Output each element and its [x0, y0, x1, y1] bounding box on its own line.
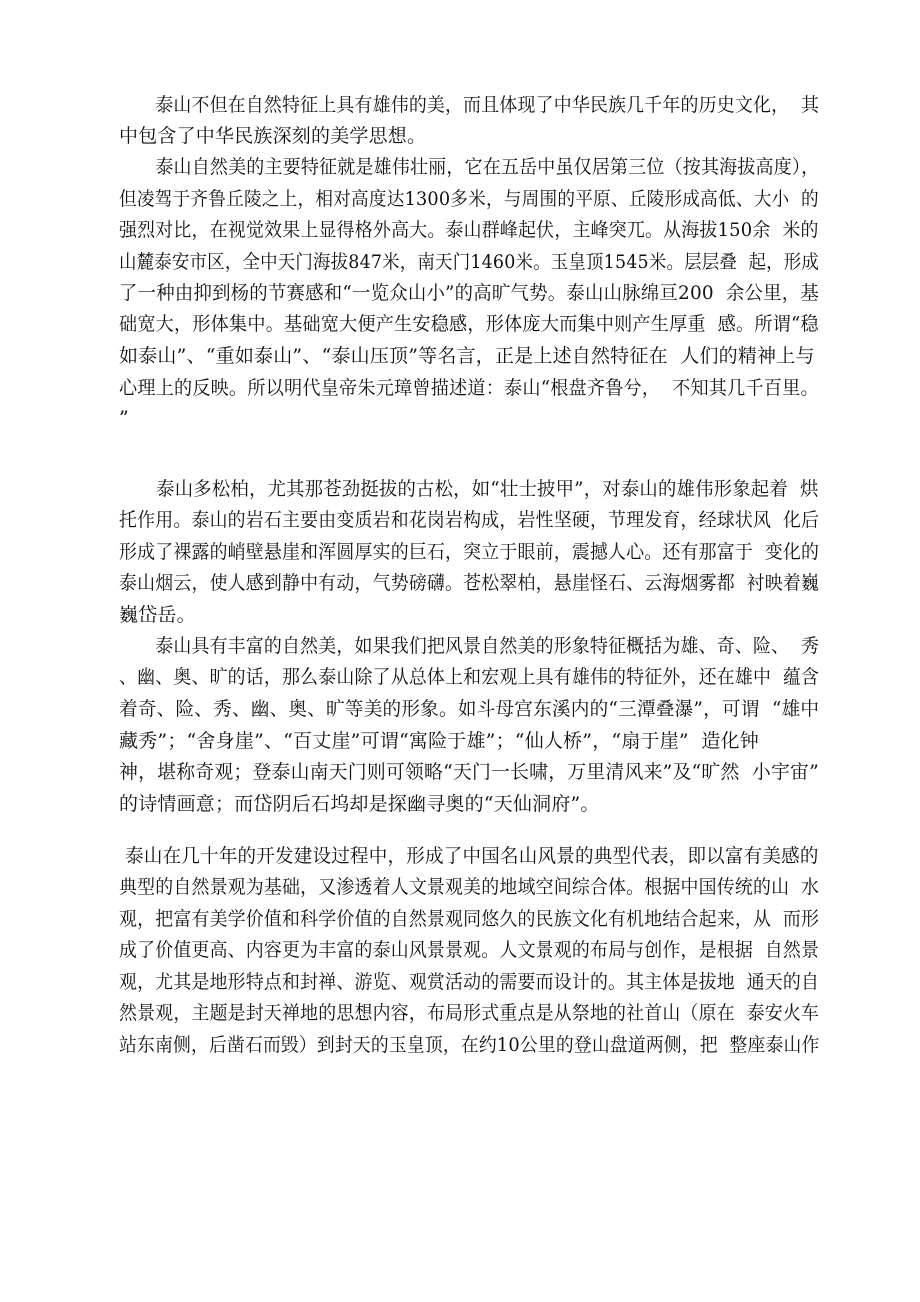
text-line: 然景观，主题是封天禅地的思想内容，布局形式重点是从祭地的社首山（原在 泰安火车 [119, 1002, 820, 1024]
text-line: 站东南侧，后凿石而毁）到封天的玉皇顶，在约10公里的登山盘道两侧，把 整座泰山作 [119, 1034, 820, 1056]
text-line: 泰山在几十年的开发建设过程中，形成了中国名山风景的典型代表，即以富有美感的 [119, 845, 819, 867]
text-line: 神，堪称奇观；登泰山南天门则可领略“天门一长啸，万里清风来”及“旷然 小宇宙” [119, 761, 819, 783]
text-line: 着奇、险、秀、幽、奥、旷等美的形象。如斗母宫东溪内的“三潭叠瀑”，可谓 “雄中 [119, 698, 820, 720]
text-line: 泰山不但在自然特征上具有雄伟的美，而且体现了中华民族几千年的历史文化， 其 [119, 94, 820, 116]
text-line: 如泰山”、“重如泰山”、“泰山压顶”等名言，正是上述自然特征在 人们的精神上与 [119, 345, 815, 367]
text-line: 了一种由抑到杨的节赛感和“一览众山小”的高旷气势。泰山山脉绵亘200 余公里，基 [119, 282, 819, 304]
text-line: 形成了裸露的峭壁悬崖和浑圆厚实的巨石，突立于眼前，震撼人心。还有那富于 变化的 [119, 541, 820, 563]
text-line: 泰山多松柏，尤其那苍劲挺拔的古松，如“壮士披甲”，对泰山的雄伟形象起着 烘 [119, 478, 819, 500]
text-line: 的诗情画意；而岱阴后石坞却是探幽寻奥的“天仙洞府”。 [119, 793, 600, 815]
text-line: 泰山具有丰富的自然美，如果我们把风景自然美的形象特征概括为雄、奇、险、 秀 [119, 635, 820, 657]
text-line: ” [119, 407, 129, 429]
text-line: 心理上的反映。所以明代皇帝朱元璋曾描述道：泰山“根盘齐鲁兮， 不知其几千百里。 [119, 377, 819, 399]
text-line: 中包含了中华民族深刻的美学思想。 [119, 125, 427, 147]
text-line: 藏秀”；“舍身崖”、“百丈崖”可谓“寓险于雄”；“仙人桥”，“扇于崖” 造化钟 [119, 730, 759, 752]
text-line: 典型的自然景观为基础，又渗透着人文景观美的地域空间综合体。根据中国传统的山 水 [119, 876, 820, 898]
text-line: 山麓泰安市区，全中天门海拔847米，南天门1460米。玉皇顶1545米。层层叠 起，形成 [119, 251, 820, 273]
text-line: 础宽大，形体集中。基础宽大便产生安稳感，形体庞大而集中则产生厚重 感。所谓“稳 [119, 313, 819, 335]
text-line: 成了价值更高、内容更为丰富的泰山风景景观。人文景观的布局与创作，是根据 自然景 [119, 939, 820, 961]
text-line: 泰山自然美的主要特征就是雄伟壮丽，它在五岳中虽仅居第三位（按其海拔高度）， [119, 156, 820, 178]
text-line: 强烈对比，在视觉效果上显得格外高大。泰山群峰起伏，主峰突兀。从海拔150余 米的 [119, 219, 819, 241]
text-line: 泰山烟云，使人感到静中有动，气势磅礴。苍松翠柏，悬崖怪石、云海烟雾都 衬映着巍 [119, 572, 820, 594]
text-line: 观，把富有美学价值和科学价值的自然景观同悠久的民族文化有机地结合起来，从 而形 [119, 908, 820, 930]
text-line: 观，尤其是地形特点和封禅、游览、观赏活动的需要而设计的。其主体是拔地 通天的自 [119, 971, 820, 993]
text-line: 但凌驾于齐鲁丘陵之上，相对高度达1300多米，与周围的平原、丘陵形成高低、大小 的 [119, 188, 819, 210]
text-line: 、幽、奥、旷的话，那么泰山除了从总体上和宏观上具有雄伟的特征外，还在雄中 蕴含 [119, 666, 820, 688]
text-line: 巍岱岳。 [119, 604, 196, 626]
text-line: 托作用。泰山的岩石主要由变质岩和花岗岩构成，岩性坚硬，节理发育，经球状风 化后 [119, 509, 820, 531]
